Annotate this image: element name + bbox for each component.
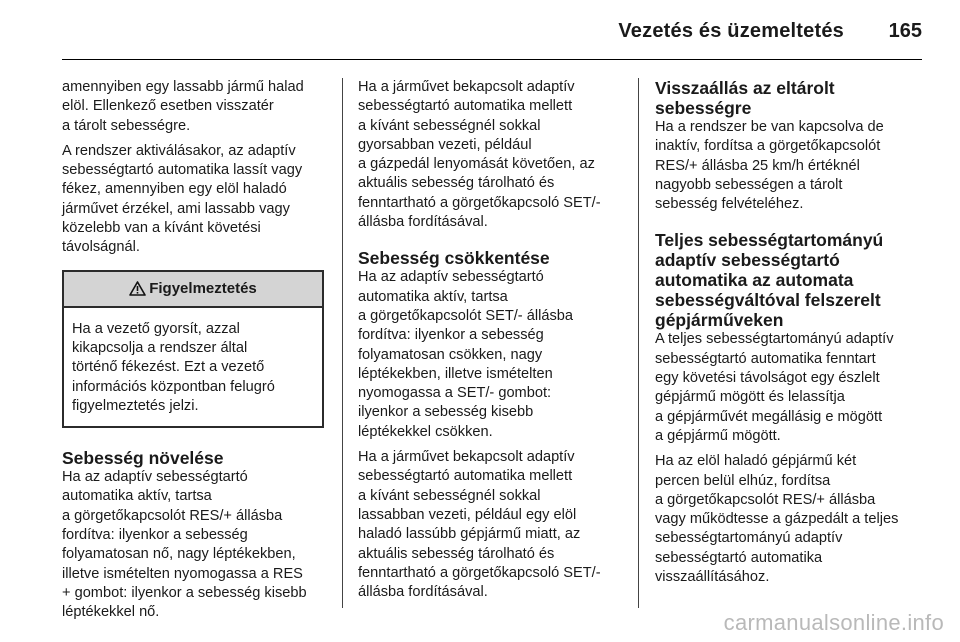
paragraph: Ha az adaptív sebességtartó automatika aktív, tartsa a görgetőkapcsolót RES/+ állásba fordítva: ilyenkor a sebesség folyamatosan nő, nagy léptékekben, illetve ismételten nyomogassa a RES + gombot: ilyenkor a sebesség kisebb léptékekkel nő. [62,469,307,621]
paragraph: Ha az elöl haladó gépjármű két percen belül elhúz, fordítsa a görgetőkapcsolót RES/+ állásba vagy működtesse a gázpedált a teljes sebességtartományú adaptív sebességtartó automatika visszaállításához. [655,453,899,586]
section-heading: Sebesség csökkentése [358,248,550,269]
column-divider-right [638,78,639,608]
warning-text: Ha a vezető gyorsít, azzal kikapcsolja a rendszer által történő fékezést. Ezt a vezető információs központban felugró figyelmeztetés jelzi. [72,320,275,414]
paragraph: Ha az adaptív sebességtartó automatika aktív, tartsa a görgetőkapcsolót SET/- állásba fordítva: ilyenkor a sebesség folyamatosan csökken, nagy léptékekben, illetve ismételten nyomogassa a SET/- gombot: ilyenkor a sebesség kisebb léptékekkel csökken. [358,269,573,440]
paragraph: Ha a járművet bekapcsolt adaptív sebességtartó automatika mellett a kívánt sebességnél sokkal lassabban vezeti, például egy elöl haladó lassúbb gépjármű miatt, az aktuális sebesség tárolható és fenntartható a görgetőkapcsoló SET/- állásba fordításával. [358,449,601,601]
page-number: 165 [888,20,922,42]
warning-title: Figyelmeztetés [149,280,257,298]
page-title: Vezetés és üzemeltetés [618,20,844,42]
warning-box [62,270,324,428]
page-header [0,0,960,60]
column-2 [358,78,620,608]
warning-triangle-icon [129,281,146,296]
section-heading: Sebesség növelése [62,448,224,469]
column-divider-left [342,78,343,608]
header-divider [62,59,922,60]
paragraph: Ha a rendszer be van kapcsolva de inaktív, fordítsa a görgetőkapcsolót RES/+ állásba 25 km/h értéknél nagyobb sebességen a tárolt sebesség felvételéhez. [655,119,884,213]
paragraph: amennyiben egy lassabb jármű halad elöl. Ellenkező esetben visszatér a tárolt sebességre. [62,79,304,134]
paragraph: Ha a járművet bekapcsolt adaptív sebességtartó automatika mellett a kívánt sebességnél sokkal gyorsabban vezeti, például a gázpedál lenyomását követően, az aktuális sebesség tárolható és fenntartható a görgetőkapcsoló SET/- állásba fordításával. [358,79,601,231]
watermark: carmanualsonline.info [723,610,944,635]
paragraph: A teljes sebességtartományú adaptív sebességtartó automatika fenntart egy követési távolságot egy észlelt gépjármű mögött és lelassítja a gépjárművét megállásig e mögött a gépjármű mögött. [655,331,894,444]
section-heading: Visszaállás az eltárolt sebességre [655,78,835,118]
column-3 [655,78,917,593]
section-heading: Teljes sebességtartományú adaptív sebességtartó automatika az automata sebességváltóval felszerelt gépjárműveken [655,230,884,331]
warning-header [64,272,322,308]
column-1 [62,78,324,629]
paragraph: A rendszer aktiválásakor, az adaptív sebességtartó automatika lassít vagy fékez, amennyiben egy elöl haladó járművet érzékel, ami lassabb vagy közelebb van a kívánt követési távolságnál. [62,142,303,256]
